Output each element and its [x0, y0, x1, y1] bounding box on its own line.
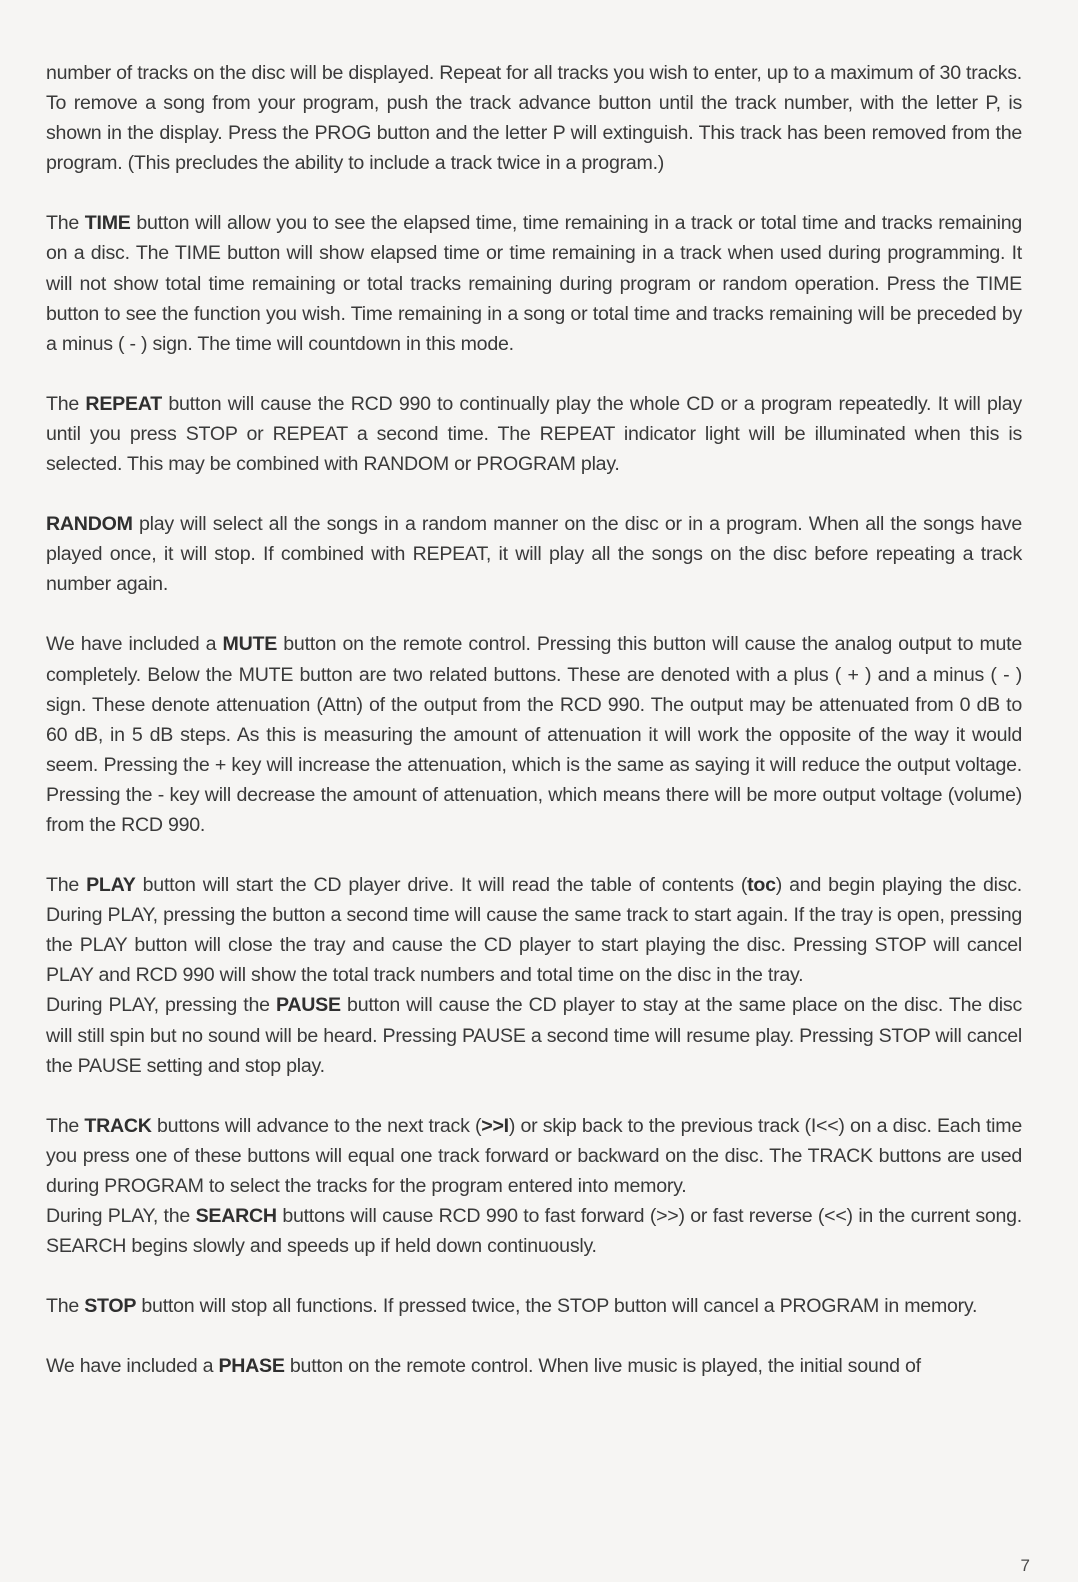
- text-run: button will stop all functions. If pressed twice, the STOP button will cancel a PROGRAM in memory.: [136, 1295, 978, 1318]
- keyword-random: RANDOM: [46, 513, 133, 536]
- text-run: buttons will cause RCD 990 to fast forward (>>) or fast reverse (<<) in the current song. SEARCH begins slowly and speeds up if held down continuously.: [46, 1205, 1022, 1258]
- text-run: button will cause the CD player to stay at the same place on the disc. The disc will still spin but no sound will be heard. Pressing PAUSE a second time will resume play. Pressing STOP will cancel the PAUSE setting and stop play.: [46, 994, 1022, 1077]
- play-description: [46, 870, 1022, 990]
- page-number: 7: [1020, 1556, 1030, 1575]
- keyword-search: SEARCH: [195, 1205, 277, 1227]
- text-run: ) or skip back to the previous track (I<<) on a disc. Each time you press one of these buttons will equal one track forward or backward on the disc. The TRACK buttons are used during PROGRAM to select the tracks for the program entered into memory.: [46, 1114, 1022, 1197]
- keyword-toc: toc: [747, 874, 776, 897]
- keyword-time: TIME: [84, 212, 131, 235]
- text-run: The: [46, 392, 86, 415]
- keyword-stop: STOP: [84, 1295, 137, 1318]
- text-run: button on the remote control. When live music is played, the initial sound of: [284, 1355, 921, 1378]
- text-run: During PLAY, the: [46, 1205, 196, 1227]
- keyword-pause: PAUSE: [276, 994, 341, 1017]
- text-run: The: [46, 1295, 85, 1318]
- text-run: button will start the CD player drive. It will read the table of contents (: [135, 874, 748, 897]
- track-description: [46, 1111, 1022, 1201]
- text-run: button will cause the RCD 990 to continually play the whole CD or a program repeatedly. It will play until you press STOP or REPEAT a second time. The REPEAT indicator light will be illuminated when this is selected. This may be combined with RANDOM or PROGRAM play.: [46, 392, 1022, 476]
- paragraph-text: number of tracks on the disc will be displayed. Repeat for all tracks you wish to enter, up to a maximum of 30 tracks. To remove a song from your program, push the track advance button until the track number, with the letter P, is shown in the display. Press the PROG button and the letter P will extinguish. This track has been removed from the program. (This precludes the ability to include a track twice in a program.): [46, 62, 1022, 175]
- paragraph-phase-button: [46, 1351, 1022, 1381]
- paragraph-program-continued: [46, 58, 1022, 178]
- keyword-phase: PHASE: [218, 1355, 285, 1378]
- paragraph-time-button: [46, 208, 1022, 358]
- text-run: The: [46, 1114, 85, 1137]
- text-run: button on the remote control. Pressing this button will cause the analog output to mute completely. Below the MUTE button are two related buttons. These are denoted with a plus ( + ) and a minus ( - ) sign. These denote attenuation (Attn) of the output from the RCD 990. The output may be attenuated from 0 dB to 60 dB, in 5 dB steps. As this is measuring the amount of attenuation it will work the opposite of the way it would seem. Pressing the + key will increase the attenuation, which is the same as saying it will reduce the output voltage. Pressing the - key will decrease the amount of attenuation, which means there will be more output voltage (volume) from the RCD 990.: [46, 633, 1023, 836]
- text-run: The: [46, 874, 87, 897]
- keyword-repeat: REPEAT: [85, 392, 162, 415]
- text-run: buttons will advance to the next track (: [151, 1114, 482, 1137]
- text-run: We have included a: [46, 633, 223, 656]
- keyword-track: TRACK: [84, 1114, 152, 1137]
- search-description: [46, 1201, 1022, 1261]
- text-run: play will select all the songs in a random manner on the disc or in a program. When all the songs have played once, it will stop. If combined with REPEAT, it will play all the songs on the disc before repeating a track number again.: [46, 513, 1022, 596]
- manual-page: [46, 58, 1022, 1381]
- pause-description: [46, 990, 1022, 1080]
- paragraph-mute-button: [46, 629, 1022, 840]
- text-run: button will allow you to see the elapsed time, time remaining in a track or total time and tracks remaining on a disc. The TIME button will show elapsed time or time remaining in a track when used during programming. It will not show total time remaining or total tracks remaining during program or random operation. Press the TIME button to see the function you wish. Time remaining in a song or total time and tracks remaining will be preceded by a minus ( - ) sign. The time will countdown in this mode.: [46, 212, 1023, 355]
- paragraph-play-pause: [46, 870, 1022, 1081]
- paragraph-repeat-button: [46, 389, 1022, 479]
- keyword-play: PLAY: [86, 874, 136, 897]
- text-run: ) and begin playing the disc. During PLAY, pressing the button a second time will cause the same track to start again. If the tray is open, pressing the PLAY button will close the tray and cause the CD player to start playing the disc. Pressing STOP will cancel PLAY and RCD 990 will show the total track numbers and total time on the disc in the tray.: [46, 874, 1022, 987]
- text-run: The: [46, 212, 85, 235]
- keyword-next-track: >>I: [481, 1114, 509, 1137]
- text-run: During PLAY, pressing the: [46, 994, 276, 1017]
- text-run: We have included a: [46, 1355, 219, 1378]
- paragraph-stop-button: [46, 1291, 1022, 1321]
- paragraph-track-search: [46, 1111, 1022, 1261]
- keyword-mute: MUTE: [222, 633, 278, 656]
- paragraph-random-play: [46, 509, 1022, 599]
